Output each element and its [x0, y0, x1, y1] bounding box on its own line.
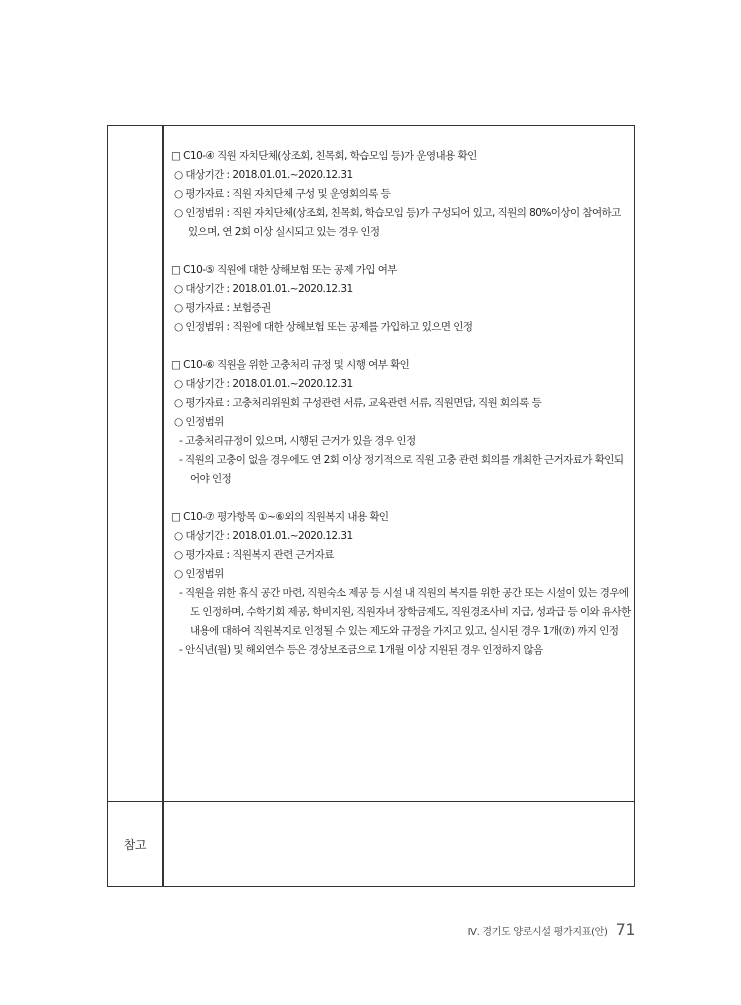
section-c10-6: [171, 356, 631, 489]
list-item: ○ 대상기간 : 2018.01.01.~2020.12.31: [174, 530, 353, 542]
list-item: ○ 평가자료 : 고충처리위원회 구성관련 서류, 교육관련 서류, 직원면담, 직원 회의록 등: [174, 397, 542, 409]
section-c10-7: [171, 508, 631, 660]
list-item: ○ 인정범위 : 직원에 대한 상해보험 또는 공제를 가입하고 있으면 인정: [174, 321, 473, 333]
criteria-content: [171, 147, 631, 679]
list-item: ○ 대상기간 : 2018.01.01.~2020.12.31: [174, 378, 353, 390]
evaluation-table: [107, 125, 635, 887]
list-item: ○ 인정범위 : 직원 자치단체(상조회, 친목회, 학습모임 등)가 구성되어 있고, 직원의 80%이상이 참여하고 있으며, 연 2회 이상 실시되고 있는 경우 인정: [174, 207, 621, 238]
list-item: ○ 인정범위: [174, 416, 224, 428]
list-item: - 고충처리규정이 있으며, 시행된 근거가 있을 경우 인정: [179, 435, 416, 447]
list-item: - 직원을 위한 휴식 공간 마련, 직원숙소 제공 등 시설 내 직원의 복지를 위한 공간 또는 시설이 있는 경우에도 인정하며, 수학기회 제공, 학비지원, 직원자녀 장학금제도, 직원경조사비 지급, 성과급 등 이와 유사한 내용에 대하여 직원복지로 인정될 수 있는 제도와 규정을 가지고 있고, 실시된 경우 1개(⑦) 까지 인정: [179, 587, 631, 637]
section-title: □ C10-⑥ 직원을 위한 고충처리 규정 및 시행 여부 확인: [171, 359, 410, 371]
footer-text: Ⅳ. 경기도 양로시설 평가지표(안): [467, 927, 608, 938]
list-item: ○ 평가자료 : 직원 자치단체 구성 및 운영회의록 등: [174, 188, 391, 200]
section-title: □ C10-⑦ 평가항목 ①~⑥외의 직원복지 내용 확인: [171, 511, 389, 523]
main-label-cell: [108, 126, 162, 801]
section-c10-4: [171, 147, 631, 242]
reference-label: 참고: [123, 837, 147, 852]
reference-label-cell: [108, 802, 162, 886]
section-title: □ C10-④ 직원 자치단체(상조회, 친목회, 학습모임 등)가 운영내용 확인: [171, 150, 477, 162]
column-divider: [162, 126, 164, 886]
list-item: ○ 평가자료 : 보험증권: [174, 302, 271, 314]
list-item: ○ 평가자료 : 직원복지 관련 근거자료: [174, 549, 334, 561]
list-item: - 직원의 고충이 없을 경우에도 연 2회 이상 정기적으로 직원 고충 관련 회의를 개최한 근거자료가 확인되어야 인정: [179, 454, 624, 485]
page-number: 71: [615, 920, 635, 939]
list-item: ○ 대상기간 : 2018.01.01.~2020.12.31: [174, 283, 353, 295]
row-divider: [108, 801, 634, 802]
list-item: ○ 인정범위: [174, 568, 224, 580]
page-footer: [468, 920, 635, 939]
list-item: - 안식년(월) 및 해외연수 등은 경상보조금으로 1개월 이상 지원된 경우 인정하지 않음: [179, 644, 543, 656]
section-title: □ C10-⑤ 직원에 대한 상해보험 또는 공제 가입 여부: [171, 264, 397, 276]
section-c10-5: [171, 261, 631, 337]
list-item: ○ 대상기간 : 2018.01.01.~2020.12.31: [174, 169, 353, 181]
